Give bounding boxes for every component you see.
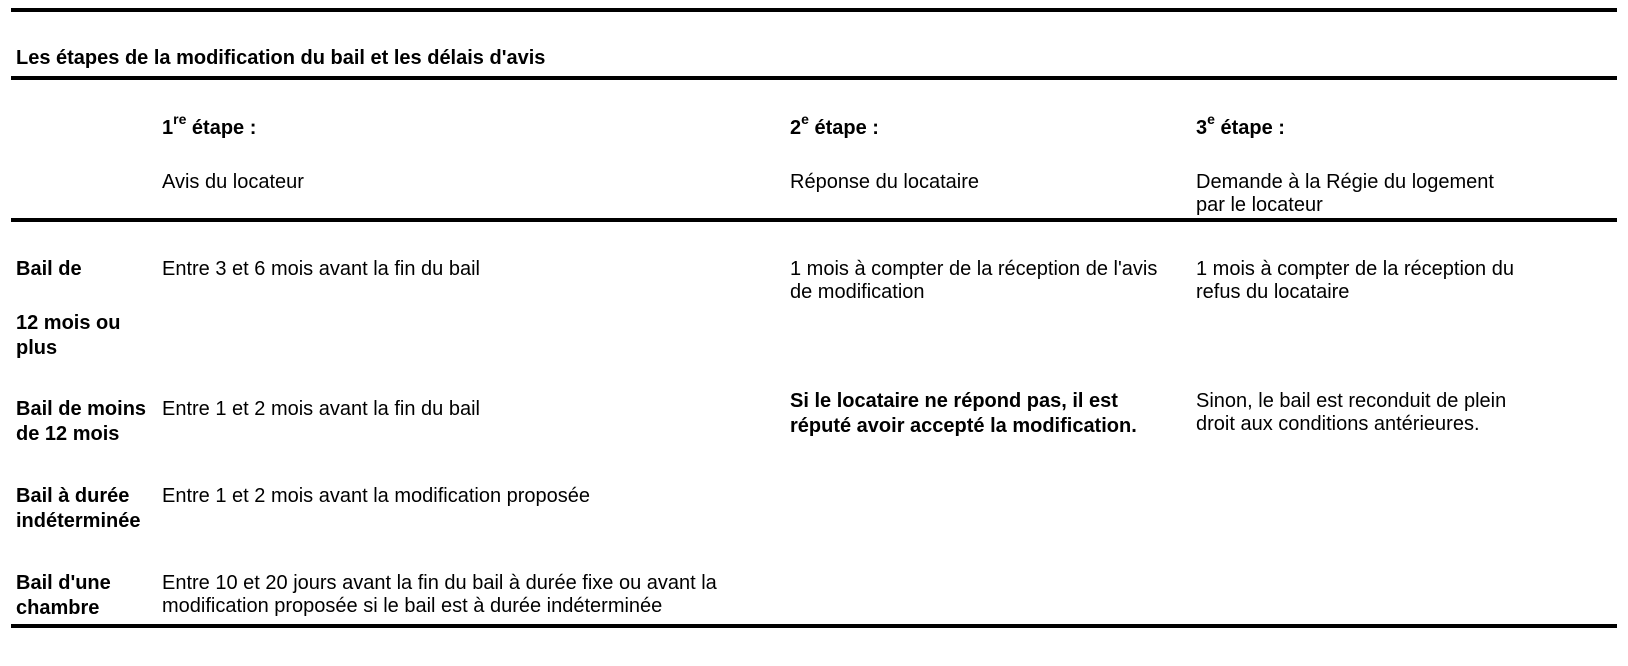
title-rule — [11, 76, 1617, 80]
row-1-step-3-line-2: refus du locataire — [1196, 281, 1350, 303]
step-2-heading: 2e étape : — [790, 111, 879, 139]
row-1-step-2-line-1: 1 mois à compter de la réception de l'avis — [790, 258, 1158, 280]
row-4-label-line-2: chambre — [16, 597, 100, 619]
row-3-label-line-2: indéterminée — [16, 510, 141, 532]
row-2-step-3-line-1: Sinon, le bail est reconduit de plein — [1196, 390, 1507, 412]
step-1-heading: 1re étape : — [162, 111, 257, 139]
row-2-step-3-line-2: droit aux conditions antérieures. — [1196, 413, 1480, 435]
row-1-step-2-line-2: de modification — [790, 281, 925, 303]
row-2-label-line-2: de 12 mois — [16, 423, 120, 445]
row-3-label-line-1: Bail à durée — [16, 485, 130, 507]
row-3-step-1: Entre 1 et 2 mois avant la modification proposée — [162, 485, 591, 507]
row-4-step-1-line-2: modification proposée si le bail est à durée indéterminée — [162, 595, 663, 617]
step-3-description-line-2: par le locateur — [1196, 194, 1323, 216]
row-1-label-line-1: Bail de — [16, 258, 82, 280]
step-3-heading: 3e étape : — [1196, 111, 1285, 139]
row-4-step-1-line-1: Entre 10 et 20 jours avant la fin du bail à durée fixe ou avant la — [162, 572, 717, 594]
row-2-step-2-line-2: réputé avoir accepté la modification. — [790, 415, 1137, 437]
step-2-description: Réponse du locataire — [790, 171, 980, 193]
bottom-rule — [11, 624, 1617, 628]
row-4-label-line-1: Bail d'une — [16, 572, 111, 594]
step-3-description-line-1: Demande à la Régie du logement — [1196, 171, 1494, 193]
row-2-step-2-line-1: Si le locataire ne répond pas, il est — [790, 390, 1118, 412]
table-title: Les étapes de la modification du bail et les délais d'avis — [16, 47, 546, 69]
row-1-step-3-line-1: 1 mois à compter de la réception du — [1196, 258, 1514, 280]
step-1-description: Avis du locateur — [162, 171, 304, 193]
row-2-step-1: Entre 1 et 2 mois avant la fin du bail — [162, 398, 480, 420]
row-2-label-line-1: Bail de moins — [16, 398, 147, 420]
row-1-label-line-3: plus — [16, 337, 58, 359]
top-rule — [11, 8, 1617, 12]
header-rule — [11, 218, 1617, 222]
row-1-step-1: Entre 3 et 6 mois avant la fin du bail — [162, 258, 480, 280]
row-1-label-line-2: 12 mois ou — [16, 312, 121, 334]
